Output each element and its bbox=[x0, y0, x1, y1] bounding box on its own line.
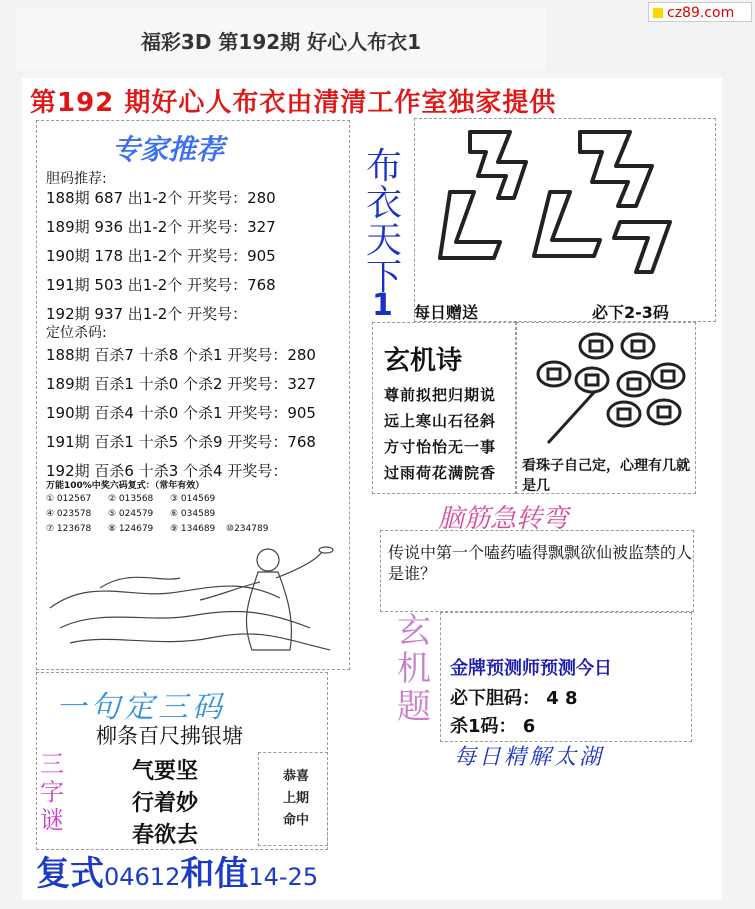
must-pick-label: 必下2-3码 bbox=[592, 303, 669, 322]
site-badge[interactable] bbox=[648, 2, 752, 22]
szm-line: 春欲去 bbox=[132, 822, 199, 848]
brain-teaser-title: 脑筋急转弯 bbox=[438, 504, 569, 534]
site-badge-text: cz89.com bbox=[667, 5, 735, 21]
sum-label: 和值 bbox=[180, 854, 249, 894]
fushi-code: 04612 bbox=[104, 863, 181, 891]
kill-row: 191期 百杀1 十杀5 个杀9 开奖号：768 bbox=[46, 433, 316, 451]
dan-row: 190期 178 出1-2个 开奖号：905 bbox=[46, 247, 276, 265]
combo-item: ④ 023578 bbox=[46, 509, 92, 519]
fushi-line bbox=[36, 846, 318, 895]
combo-item: ② 013568 bbox=[108, 494, 154, 504]
brain-teaser-question: 传说中第一个嗑药嗑得飘飘欲仙被监禁的人是谁？ bbox=[388, 543, 693, 583]
congrats-line: 命中 bbox=[282, 813, 309, 828]
combo-item: ① 012567 bbox=[46, 494, 92, 504]
kill-label: 定位杀码: bbox=[46, 325, 107, 341]
szm-title: 三字谜 bbox=[40, 750, 64, 834]
combo-item: ⑨ 134689 bbox=[170, 524, 216, 534]
expert-title: 专家推荐 bbox=[112, 133, 225, 166]
congrats-note bbox=[268, 766, 324, 832]
combo-item: ⑩234789 bbox=[226, 524, 269, 534]
kill-row: 190期 百杀4 十杀0 个杀1 开奖号：905 bbox=[46, 404, 316, 422]
dan-label: 胆码推荐: bbox=[46, 171, 107, 187]
buyi-number: 1 bbox=[372, 288, 393, 323]
fushi-label: 复式 bbox=[36, 854, 104, 894]
combo-item: ⑦ 123678 bbox=[46, 524, 92, 534]
kill-row: 188期 百杀7 十杀8 个杀1 开奖号：280 bbox=[46, 346, 316, 364]
szm-line: 行着妙 bbox=[132, 790, 199, 816]
poem-title: 玄机诗 bbox=[384, 346, 463, 376]
dan-row: 189期 936 出1-2个 开奖号：327 bbox=[46, 218, 276, 236]
mystery-title: 玄机题 bbox=[397, 611, 431, 727]
kill-one-line: 杀1码： 6 bbox=[450, 716, 536, 737]
gold-predictor-label: 金牌预测师预测今日 bbox=[450, 658, 612, 679]
dan-row: 192期 937 出1-2个 开奖号： bbox=[46, 305, 248, 323]
dan-row: 188期 687 出1-2个 开奖号：280 bbox=[46, 189, 276, 207]
fairy-illustration bbox=[40, 538, 340, 666]
combo-item: ⑥ 034589 bbox=[170, 509, 216, 519]
combo-title: 万能100%中奖六码复式：（常年有效） bbox=[46, 481, 205, 491]
combo-item: ③ 014569 bbox=[170, 494, 216, 504]
beads-caption: 看珠子自己定，心理有几就是几 bbox=[522, 458, 690, 494]
poem-line: 尊前拟把归期说 bbox=[384, 386, 497, 404]
poem-line: 远上寒山石径斜 bbox=[384, 412, 497, 430]
poem-line: 方寸怡怡无一事 bbox=[384, 438, 497, 456]
page-title: 福彩3D 第192期 好心人布衣1 bbox=[140, 30, 422, 54]
kill-row: 192期 百杀6 十杀3 个杀4 开奖号： bbox=[46, 462, 288, 480]
poem-line: 过雨荷花满院香 bbox=[384, 464, 497, 482]
congrats-line: 恭喜 bbox=[282, 769, 309, 784]
yiju-phrase: 柳条百尺拂银塘 bbox=[96, 724, 243, 748]
combo-item: ⑤ 024579 bbox=[108, 509, 154, 519]
congrats-line: 上期 bbox=[282, 791, 309, 806]
badge-square-icon bbox=[653, 8, 663, 18]
sum-range: 14-25 bbox=[248, 863, 319, 891]
dan-row: 191期 503 出1-2个 开奖号：768 bbox=[46, 276, 276, 294]
buyi-vertical-title: 布衣天下 bbox=[365, 146, 402, 298]
kill-row: 189期 百杀1 十杀0 个杀2 开奖号：327 bbox=[46, 375, 316, 393]
must-dan-line: 必下胆码： 4 8 bbox=[450, 688, 578, 709]
banner-title: 第192 期好心人布衣由清清工作室独家提供 bbox=[30, 88, 557, 118]
szm-line: 气要坚 bbox=[132, 758, 199, 784]
beads-coins-icon bbox=[528, 328, 688, 454]
combo-item: ⑧ 124679 bbox=[108, 524, 154, 534]
yiju-title: 一句定三码 bbox=[56, 690, 226, 725]
daily-gift-label: 每日赠送 bbox=[414, 303, 479, 322]
taihu-caption: 每日精解太湖 bbox=[454, 745, 605, 770]
swastika-pattern-icon bbox=[430, 122, 702, 292]
